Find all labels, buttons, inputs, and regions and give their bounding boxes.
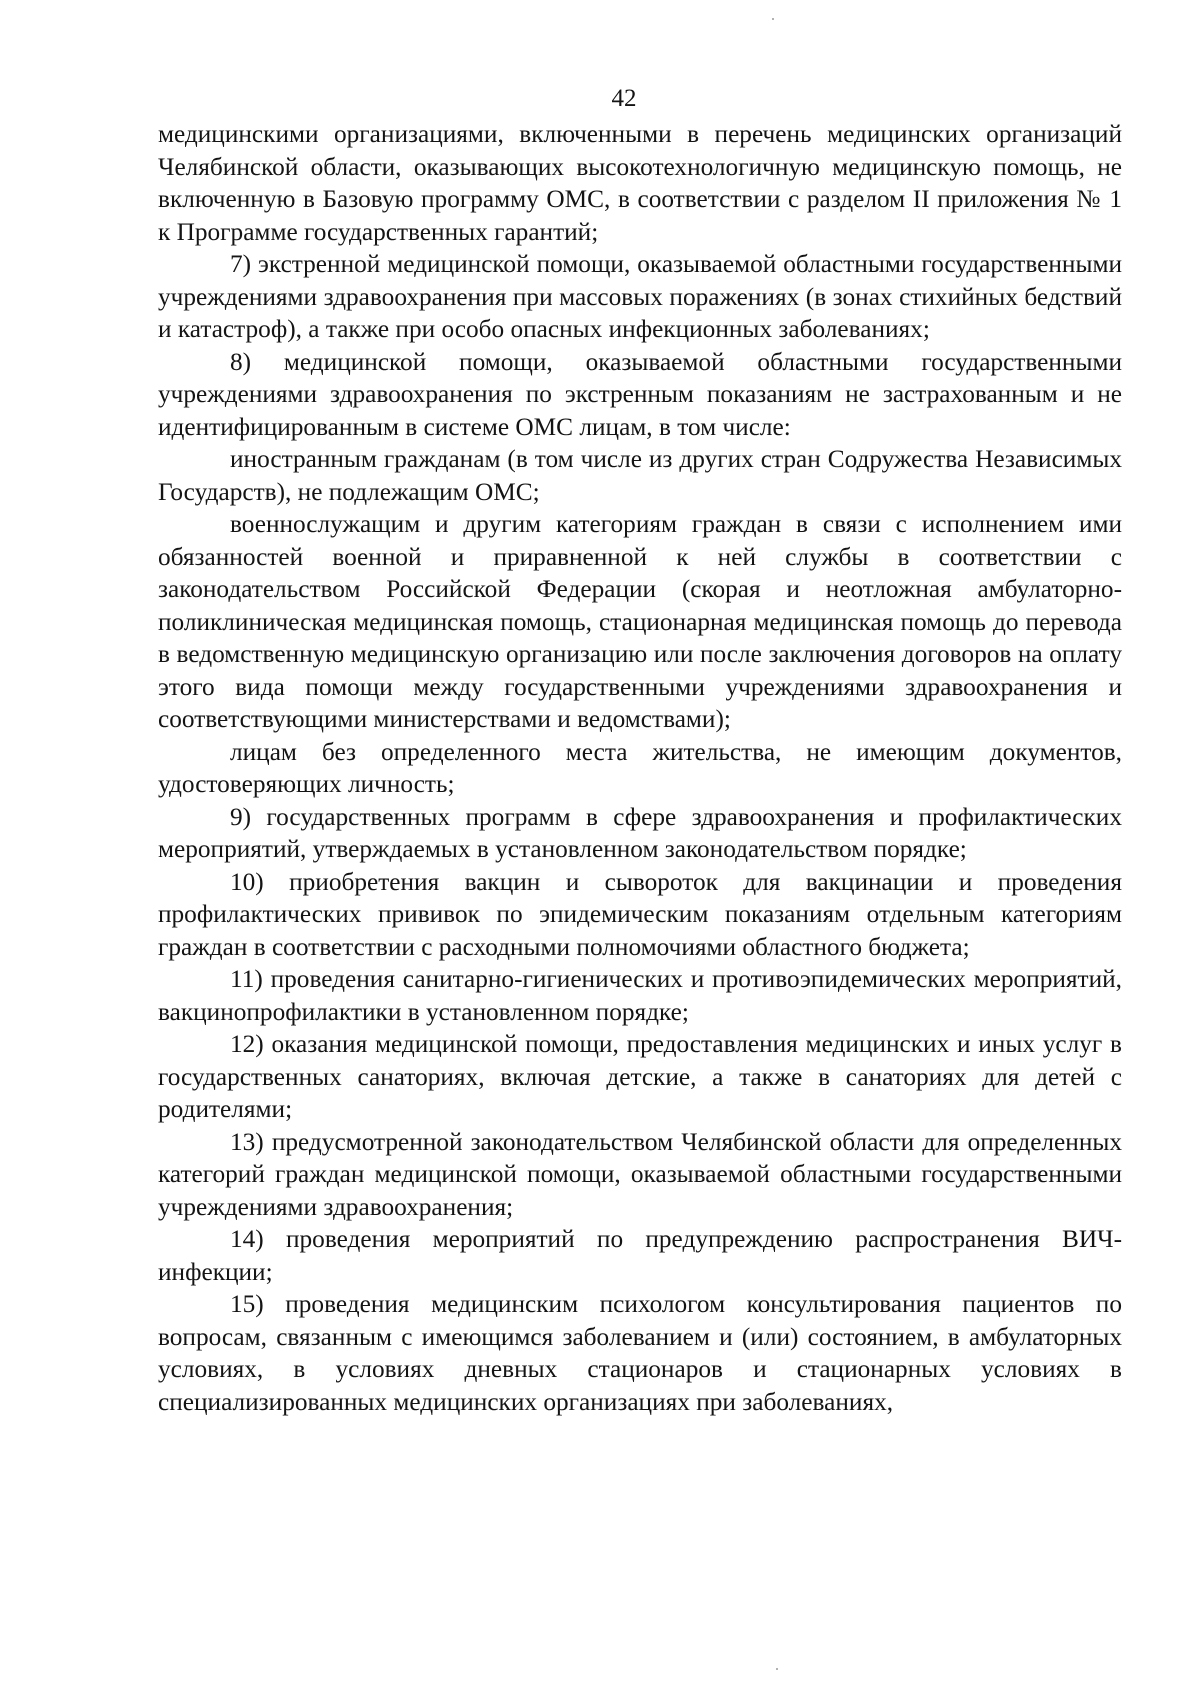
paragraph-homeless: лицам без определенного места жительства, не имеющим документов, удостоверяющих личность; [158, 737, 1122, 798]
paragraph-foreign-citizens: иностранным гражданам (в том числе из других стран Содружества Независимых Государств), не подлежащим ОМС; [158, 445, 1122, 506]
page-number: 42 [611, 85, 637, 112]
paragraph-item-12: 12) оказания медицинской помощи, предоставления медицинских и иных услуг в государственных санаториях, включая детские, а также в санаториях для детей с родителями; [158, 1030, 1122, 1123]
paragraph-item-7: 7) экстренной медицинской помощи, оказываемой областными государственными учреждениями здравоохранения при массовых поражениях (в зонах стихийных бедствий и катастроф), а также при особо опасных инфекционных заболеваниях; [158, 250, 1122, 343]
scan-speck [776, 1668, 778, 1670]
paragraph-item-10: 10) приобретения вакцин и сывороток для вакцинации и проведения профилактических прививок по эпидемическим показаниям отдельным категориям граждан в соответствии с расходными полномочиями областного бюджета; [158, 867, 1122, 961]
paragraph-item-15: 15) проведения медицинским психологом консультирования пациентов по вопросам, связанным с имеющимся заболеванием и (или) состоянием, в амбулаторных условиях, в условиях дневных стационаров и стационарных условиях в специализированных медицинских организациях при заболеваниях, [158, 1290, 1122, 1416]
paragraph-item-14: 14) проведения мероприятий по предупреждению распространения ВИЧ-инфекции; [158, 1225, 1122, 1286]
document-body [158, 118, 1122, 1418]
paragraph-item-8: 8) медицинской помощи, оказываемой областными государственными учреждениями здравоохранения по экстренным показаниям не застрахованным и не идентифицированным в системе ОМС лицам, в том числе: [158, 347, 1122, 441]
paragraph-item-9: 9) государственных программ в сфере здравоохранения и профилактических мероприятий, утверждаемых в установленном законодательством порядке; [158, 802, 1122, 863]
paragraph-continuation: медицинскими организациями, включенными в перечень медицинских организаций Челябинской области, оказывающих высокотехнологичную медицинскую помощь, не включенную в Базовую программу ОМС, в соответствии с разделом II приложения № 1 к Программе государственных гарантий; [158, 120, 1122, 246]
paragraph-item-13: 13) предусмотренной законодательством Челябинской области для определенных категорий граждан медицинской помощи, оказываемой областными государственными учреждениями здравоохранения; [158, 1127, 1122, 1221]
paragraph-item-11: 11) проведения санитарно-гигиенических и противоэпидемических мероприятий, вакцинопрофилактики в установленном порядке; [158, 965, 1122, 1026]
scan-speck [772, 18, 774, 20]
paragraph-military: военнослужащим и другим категориям граждан в связи с исполнением ими обязанностей военной и приравненной к ней службы в соответствии с законодательством Российской Федерации (скорая и неотложная амбулаторно-поликлиническая медицинская помощь, стационарная медицинская помощь до перевода в ведомственную медицинскую организацию или после заключения договоров на оплату этого вида помощи между государственными учреждениями здравоохранения и соответствующими министерствами и ведомствами); [158, 510, 1122, 733]
